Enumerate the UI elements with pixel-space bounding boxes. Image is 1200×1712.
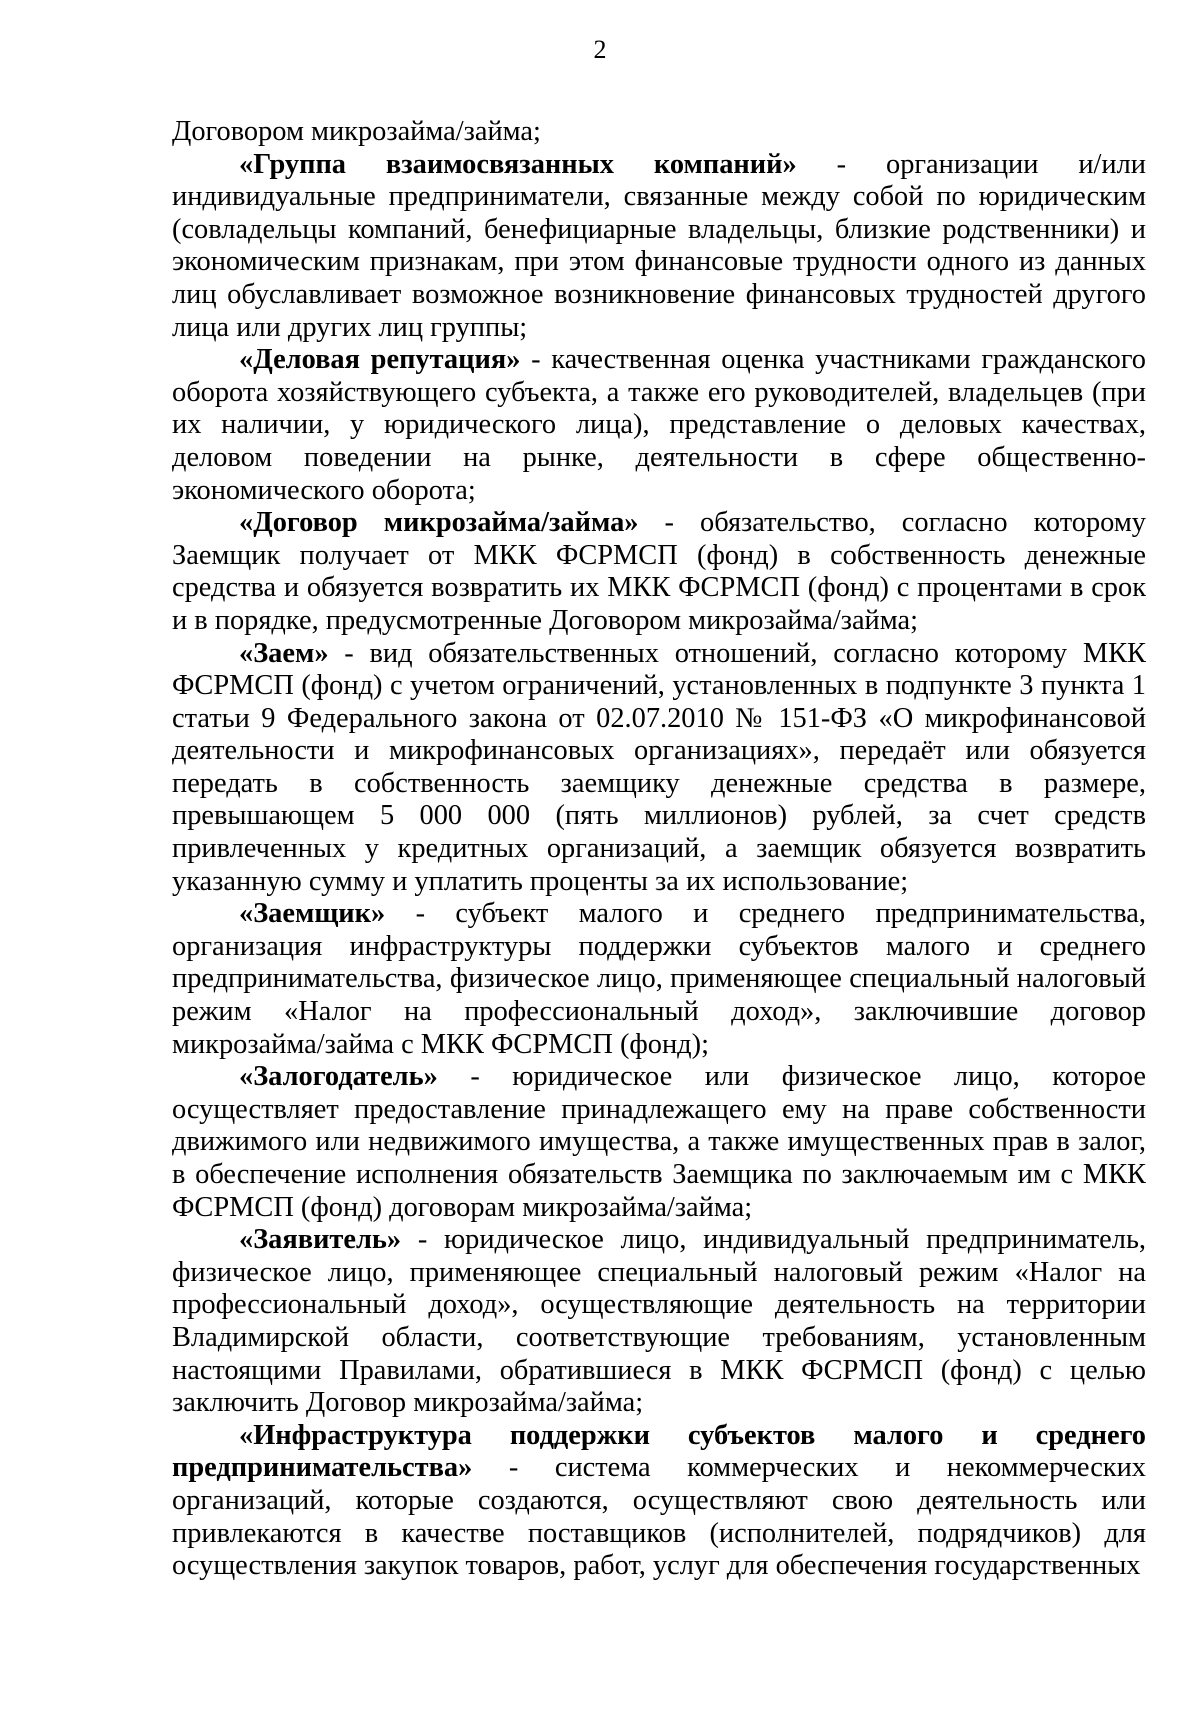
term-label: «Залогодатель» — [239, 1061, 438, 1093]
definition-text: - система коммерческих и некоммерческих организаций, которые создаются, осуществляют свою деятельность или привлекаются в качестве поставщиков (исполнителей, подрядчиков) для осуществления закупок товаров, работ, услуг для обеспечения государственных — [172, 1452, 1146, 1582]
definition-loan-agreement — [172, 507, 1146, 637]
definition-business-reputation — [172, 344, 1146, 507]
term-label: «Заемщик» — [239, 898, 386, 930]
definition-text: - субъект малого и среднего предпринимательства, организация инфраструктуры поддержки субъектов малого и среднего предпринимательства, физическое лицо, применяющее специальный налоговый режим «Налог на профессиональный доход», заключившие договор микрозайма/займа с МКК ФСРМСП (фонд); — [172, 898, 1146, 1060]
term-label: «Группа взаимосвязанных компаний» — [239, 148, 797, 180]
definition-text: - юридическое лицо, индивидуальный предприниматель, физическое лицо, применяющее специальный налоговый режим «Налог на профессиональный доход», осуществляющие деятельность на территории Владимирской области, соответствующие требованиям, установленным настоящими Правилами, обратившиеся в МКК ФСРМСП (фонд) с целью заключить Договор микрозайма/займа; — [172, 1224, 1146, 1419]
definition-applicant — [172, 1224, 1146, 1420]
term-label: «Заем» — [239, 637, 329, 669]
definition-sme-support-infrastructure — [172, 1420, 1146, 1583]
term-label: «Договор микрозайма/займа» — [239, 507, 639, 539]
definition-text: - организации и/или индивидуальные предприниматели, связанные между собой по юридическим (совладельцы компаний, бенефициарные владельцы, близкие родственники) и экономическим признакам, при этом финансовые трудности одного из данных лиц обуславливает возможное возникновение финансовых трудностей другого лица или других лиц группы; — [172, 148, 1146, 343]
intro-line: Договором микрозайма/займа; — [172, 116, 541, 147]
definition-text: - юридическое или физическое лицо, которое осуществляет предоставление принадлежащего ему на праве собственности движимого или недвижимого имущества, а также имущественных прав в залог, в обеспечение исполнения обязательств Заемщика по заключаемым им с МКК ФСРМСП (фонд) договорам микрозайма/займа; — [172, 1061, 1146, 1223]
term-label: «Инфраструктура поддержки субъектов малого и среднего предпринимательства» — [172, 1419, 1146, 1484]
document-body — [172, 116, 1146, 1583]
definition-group-of-related-companies — [172, 149, 1146, 345]
term-label: «Заявитель» — [239, 1224, 402, 1256]
definition-borrower — [172, 898, 1146, 1061]
page-number: 2 — [593, 35, 607, 64]
definition-text: - обязательство, согласно которому Заемщик получает от МКК ФСРМСП (фонд) в собственность денежные средства и обязуется возвратить их МКК ФСРМСП (фонд) с процентами в срок и в порядке, предусмотренные Договором микрозайма/займа; — [172, 507, 1146, 636]
term-label: «Деловая репутация» — [239, 344, 521, 376]
definition-loan — [172, 638, 1146, 899]
definition-pledger — [172, 1061, 1146, 1224]
definition-text: - вид обязательственных отношений, согласно которому МКК ФСРМСП (фонд) с учетом ограничений, установленных в подпункте 3 пункта 1 статьи 9 Федерального закона от 02.07.2010 № 151-ФЗ «О микрофинансовой деятельности и микрофинансовых организациях», передаёт или обязуется передать в собственность заемщику денежные средства в размере, превышающем 5 000 000 (пять миллионов) рублей, за счет средств привлеченных у кредитных организаций, а заемщик обязуется возвратить указанную сумму и уплатить проценты за их использование; — [172, 637, 1146, 897]
definition-text: - качественная оценка участниками гражданского оборота хозяйствующего субъекта, а также его руководителей, владельцев (при их наличии, у юридического лица), представление о деловых качествах, деловом поведении на рынке, деятельности в сфере общественно-экономического оборота; — [172, 344, 1146, 506]
